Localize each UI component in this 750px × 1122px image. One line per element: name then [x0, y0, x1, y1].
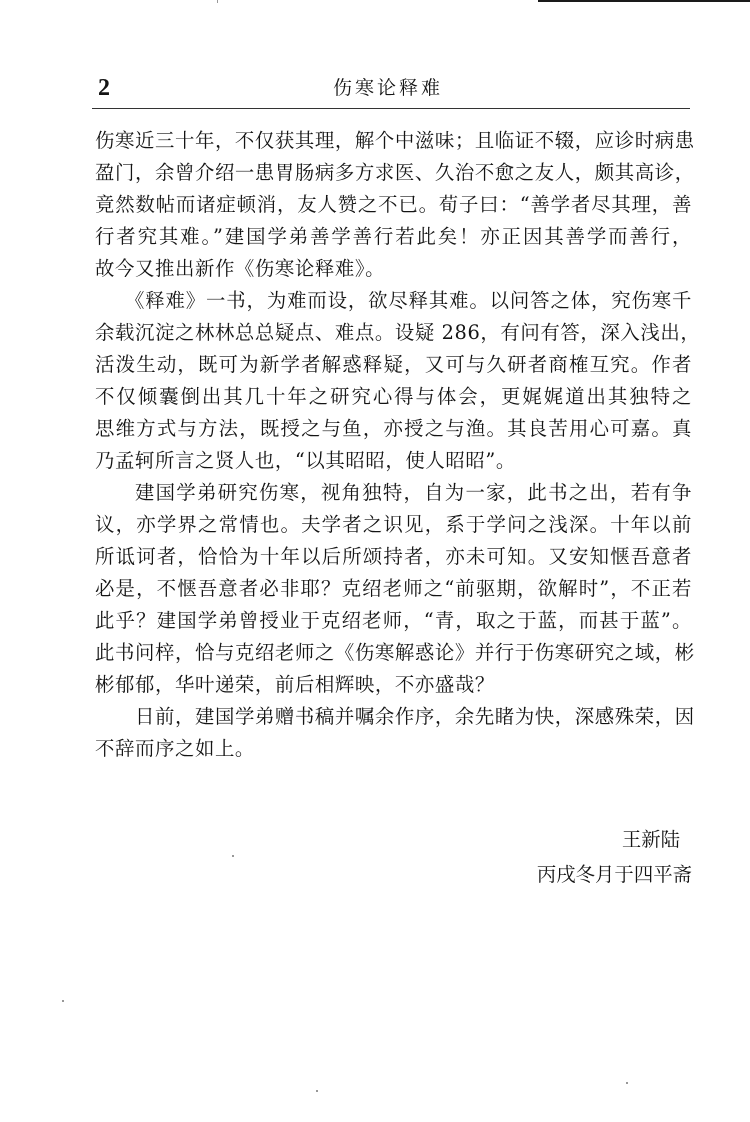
page-number: 2 — [98, 75, 110, 101]
signature-block — [537, 822, 692, 892]
running-title — [92, 76, 690, 100]
book-title: 伤寒论释难 — [332, 77, 443, 99]
author-name: 王新陆 — [621, 828, 680, 851]
text-line: 乃孟轲所言之贤人也，“以其昭昭，使人昭昭”。 — [95, 449, 516, 472]
scan-speck — [62, 1000, 64, 1002]
paragraph-3 — [95, 477, 695, 701]
text-line: 日前，建国学弟赠书稿并嘱余作序，余先睹为快，深感殊荣，因 — [135, 705, 695, 728]
text-line: 此乎？建国学弟曾授业于克绍老师，“青，取之于蓝，而甚于蓝”。 — [95, 609, 692, 632]
text-line: 活泼生动，既可为新学者解惑释疑，又可与久研者商榷互究。作者 — [95, 353, 692, 376]
text-line: 议，亦学界之常情也。夫学者之识见，系于学问之浅深。十年以前 — [95, 513, 692, 536]
text-line: 故今又推出新作《伤寒论释难》。 — [95, 257, 386, 280]
text-line: 建国学弟研究伤寒，视角独特，自为一家，此书之出，若有争 — [135, 481, 692, 504]
date-place: 丙戌冬月于四平斋 — [536, 863, 692, 886]
top-edge-mark — [217, 0, 218, 3]
text-line: 必是，不惬吾意者必非耶？克绍老师之“前驱期，欲解时”，不正若 — [95, 577, 692, 600]
top-edge-rule — [538, 0, 750, 2]
text-line: 不辞而序之如上。 — [95, 737, 255, 760]
paragraph-2 — [95, 285, 701, 477]
running-head — [92, 72, 690, 109]
preface-body — [95, 125, 701, 765]
paragraph-1 — [95, 125, 695, 285]
paragraph-4 — [95, 701, 695, 765]
text-line: 余载沉淀之林林总总疑点、难点。设疑 286，有问有答，深入浅出， — [95, 321, 701, 344]
scan-speck — [316, 1090, 318, 1092]
text-line: 彬郁郁，华叶递荣，前后相辉映，不亦盛哉？ — [95, 673, 495, 696]
text-line: 思维方式与方法，既授之与鱼，亦授之与渔。其良苦用心可嘉。真 — [95, 417, 692, 440]
text-line: 行者究其难。”建国学弟善学善行若此矣！亦正因其善学而善行， — [95, 225, 692, 248]
scan-speck — [626, 1082, 628, 1084]
text-line: 盈门，余曾介绍一患胃肠病多方求医、久治不愈之友人，颇其高诊， — [95, 161, 695, 184]
scan-speck — [232, 855, 234, 857]
text-line: 所诋诃者，恰恰为十年以后所颂持者，亦未可知。又安知惬吾意者 — [95, 545, 692, 568]
text-line: 竟然数帖而诸症顿消，友人赞之不已。荀子曰：“善学者尽其理，善 — [95, 193, 692, 216]
text-line: 伤寒近三十年，不仅获其理，解个中滋味；且临证不辍，应诊时病患 — [95, 129, 695, 152]
text-line: 此书问梓，恰与克绍老师之《伤寒解惑论》并行于伤寒研究之域，彬 — [95, 641, 695, 664]
text-line: 不仅倾囊倒出其几十年之研究心得与体会，更娓娓道出其独特之 — [95, 385, 692, 408]
text-line: 《释难》一书，为难而设，欲尽释其难。以问答之体，究伤寒千 — [125, 289, 692, 312]
